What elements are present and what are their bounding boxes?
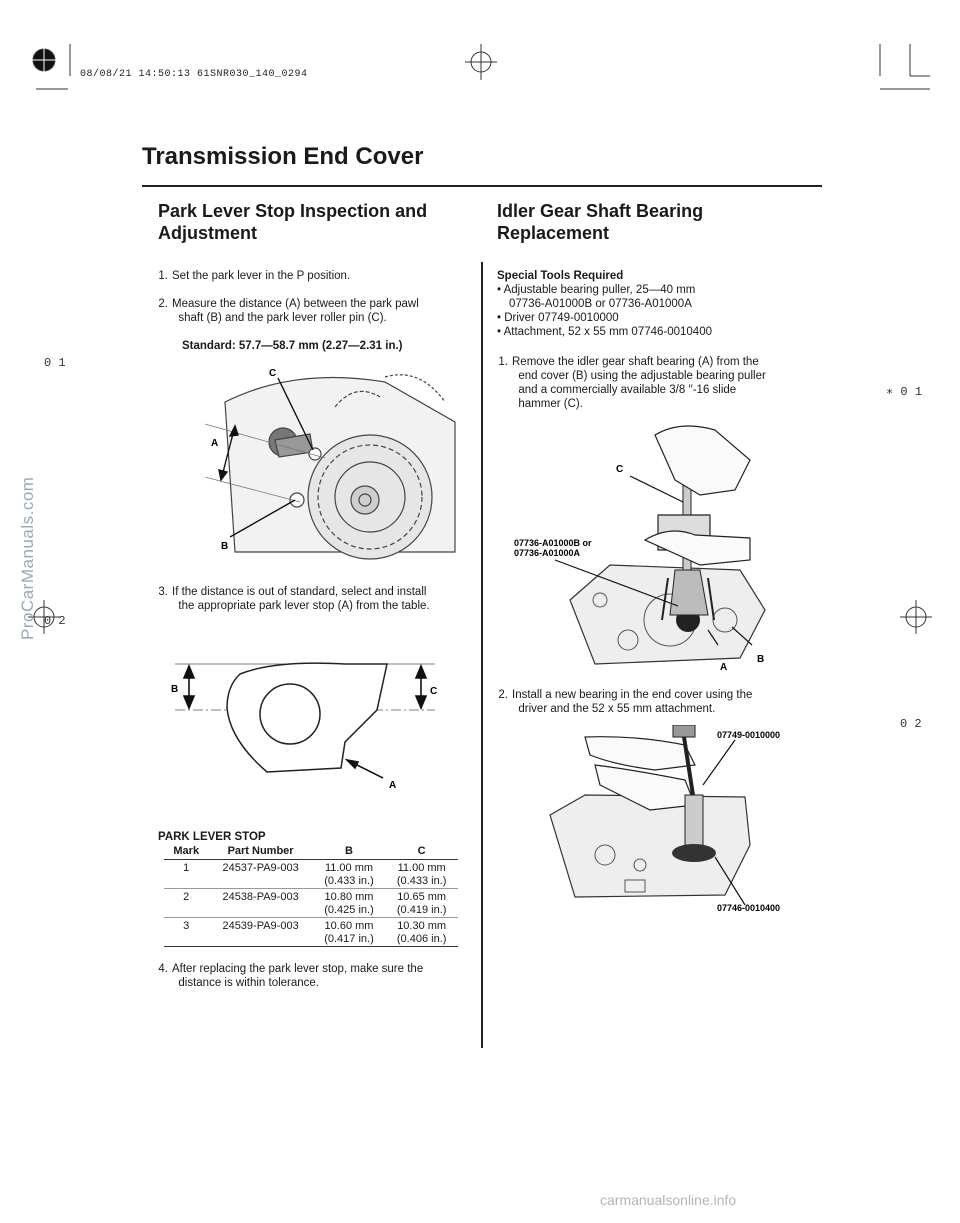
step-text: Measure the distance (A) between the park pawl shaft (B) and the park lever roller pin (C). <box>172 298 419 324</box>
park-lever-stop-table <box>164 845 458 947</box>
margin-mark-right-bottom: 0 2 <box>900 717 922 731</box>
fig1-label-a: A <box>211 438 219 449</box>
tools-heading: Special Tools Required <box>497 270 624 282</box>
step-number: 2. <box>158 298 168 310</box>
cell-part: 24538-PA9-003 <box>208 889 312 918</box>
table-row <box>164 889 458 918</box>
step-text: If the distance is out of standard, select and install the appropriate park lever stop (A) from the table. <box>172 586 430 612</box>
left-section-title <box>158 200 427 244</box>
fig2-label-b: B <box>171 684 179 695</box>
park-step-4 <box>150 962 423 990</box>
step-number: 1. <box>158 270 168 282</box>
step-text: Remove the idler gear shaft bearing (A) from the end cover (B) using the adjustable bearing puller and a commercially available 3/8 ′′-16 slide hammer (C). <box>512 356 766 410</box>
bearing-step-2 <box>490 688 752 716</box>
special-tools-list <box>497 269 712 339</box>
tool-item-alt: 07736-A01000B or 07736-A01000A <box>509 298 692 310</box>
cell-mark: 3 <box>164 918 208 947</box>
step-text: After replacing the park lever stop, make sure the distance is within tolerance. <box>172 963 424 989</box>
step-number: 2. <box>498 689 508 701</box>
col-mark: Mark <box>164 845 208 860</box>
step-number: 3. <box>158 586 168 598</box>
cell-part: 24539-PA9-003 <box>208 918 312 947</box>
margin-mark-right-top: ∗ 0 1 <box>886 385 923 399</box>
table-caption: PARK LEVER STOP <box>158 831 266 843</box>
page-title: Transmission End Cover <box>142 143 424 170</box>
step-number: 1. <box>498 356 508 368</box>
fig2-label-c: C <box>430 686 438 697</box>
step-text: Set the park lever in the P position. <box>172 270 351 282</box>
fig4-driver-code: 07749-0010000 <box>717 730 781 740</box>
cell-b: 11.00 mm (0.433 in.) <box>313 860 386 889</box>
fig1-label-b: B <box>221 541 229 552</box>
fig3-label-a: A <box>720 662 728 670</box>
cell-mark: 2 <box>164 889 208 918</box>
cell-b: 10.60 mm (0.417 in.) <box>313 918 386 947</box>
park-lever-measurement-figure <box>205 362 465 562</box>
fig3-tool-code-1: 07736-A01000B or <box>514 538 592 548</box>
table-row <box>164 918 458 947</box>
left-title-line1: Park Lever Stop Inspection and <box>158 201 428 221</box>
print-stamp: 08/08/21 14:50:13 61SNR030_140_0294 <box>80 69 308 80</box>
table-header-row <box>164 845 458 860</box>
step-text: Install a new bearing in the end cover using the driver and the 52 x 55 mm attachment. <box>512 689 753 715</box>
fig3-label-b: B <box>757 654 765 665</box>
park-step-3 <box>150 585 430 613</box>
fig3-tool-code-2: 07736-A01000A <box>514 548 581 558</box>
standard-spec: Standard: 57.7—58.7 mm (2.27—2.31 in.) <box>182 340 403 352</box>
left-title-line2: Adjustment <box>158 223 257 243</box>
title-rule <box>142 185 822 187</box>
bottom-watermark: carmanualsonline.info <box>600 1192 737 1208</box>
cell-c: 11.00 mm (0.433 in.) <box>385 860 458 889</box>
cell-part: 24537-PA9-003 <box>208 860 312 889</box>
cell-c: 10.65 mm (0.419 in.) <box>385 889 458 918</box>
margin-mark-left-top: 0 1 <box>44 356 66 370</box>
fig2-label-a: A <box>389 780 397 790</box>
column-divider <box>481 262 483 1048</box>
cell-c: 10.30 mm (0.406 in.) <box>385 918 458 947</box>
table-row <box>164 860 458 889</box>
cell-b: 10.80 mm (0.425 in.) <box>313 889 386 918</box>
step-number: 4. <box>158 963 168 975</box>
col-c: C <box>385 845 458 860</box>
margin-mark-left-bottom: 0 2 <box>44 614 66 628</box>
bearing-puller-figure <box>500 420 800 670</box>
right-section-title <box>497 200 703 244</box>
bearing-step-1 <box>490 355 766 411</box>
fig1-label-c: C <box>269 368 277 379</box>
park-step-1 <box>150 269 350 283</box>
right-title-line1: Idler Gear Shaft Bearing <box>497 201 704 221</box>
right-title-line2: Replacement <box>497 223 610 243</box>
park-step-2 <box>150 297 419 325</box>
tool-item: • Adjustable bearing puller, 25—40 mm <box>497 284 696 296</box>
park-lever-stop-figure <box>165 650 450 790</box>
tool-item: • Driver 07749-0010000 <box>497 312 619 324</box>
cell-mark: 1 <box>164 860 208 889</box>
fig3-label-c: C <box>616 464 624 475</box>
col-b: B <box>313 845 386 860</box>
col-part-number: Part Number <box>208 845 312 860</box>
side-watermark: ProCarManuals.com <box>18 476 37 640</box>
fig4-attachment-code: 07746-0010400 <box>717 903 781 913</box>
bearing-driver-figure <box>545 725 805 915</box>
tool-item: • Attachment, 52 x 55 mm 07746-0010400 <box>497 326 712 338</box>
